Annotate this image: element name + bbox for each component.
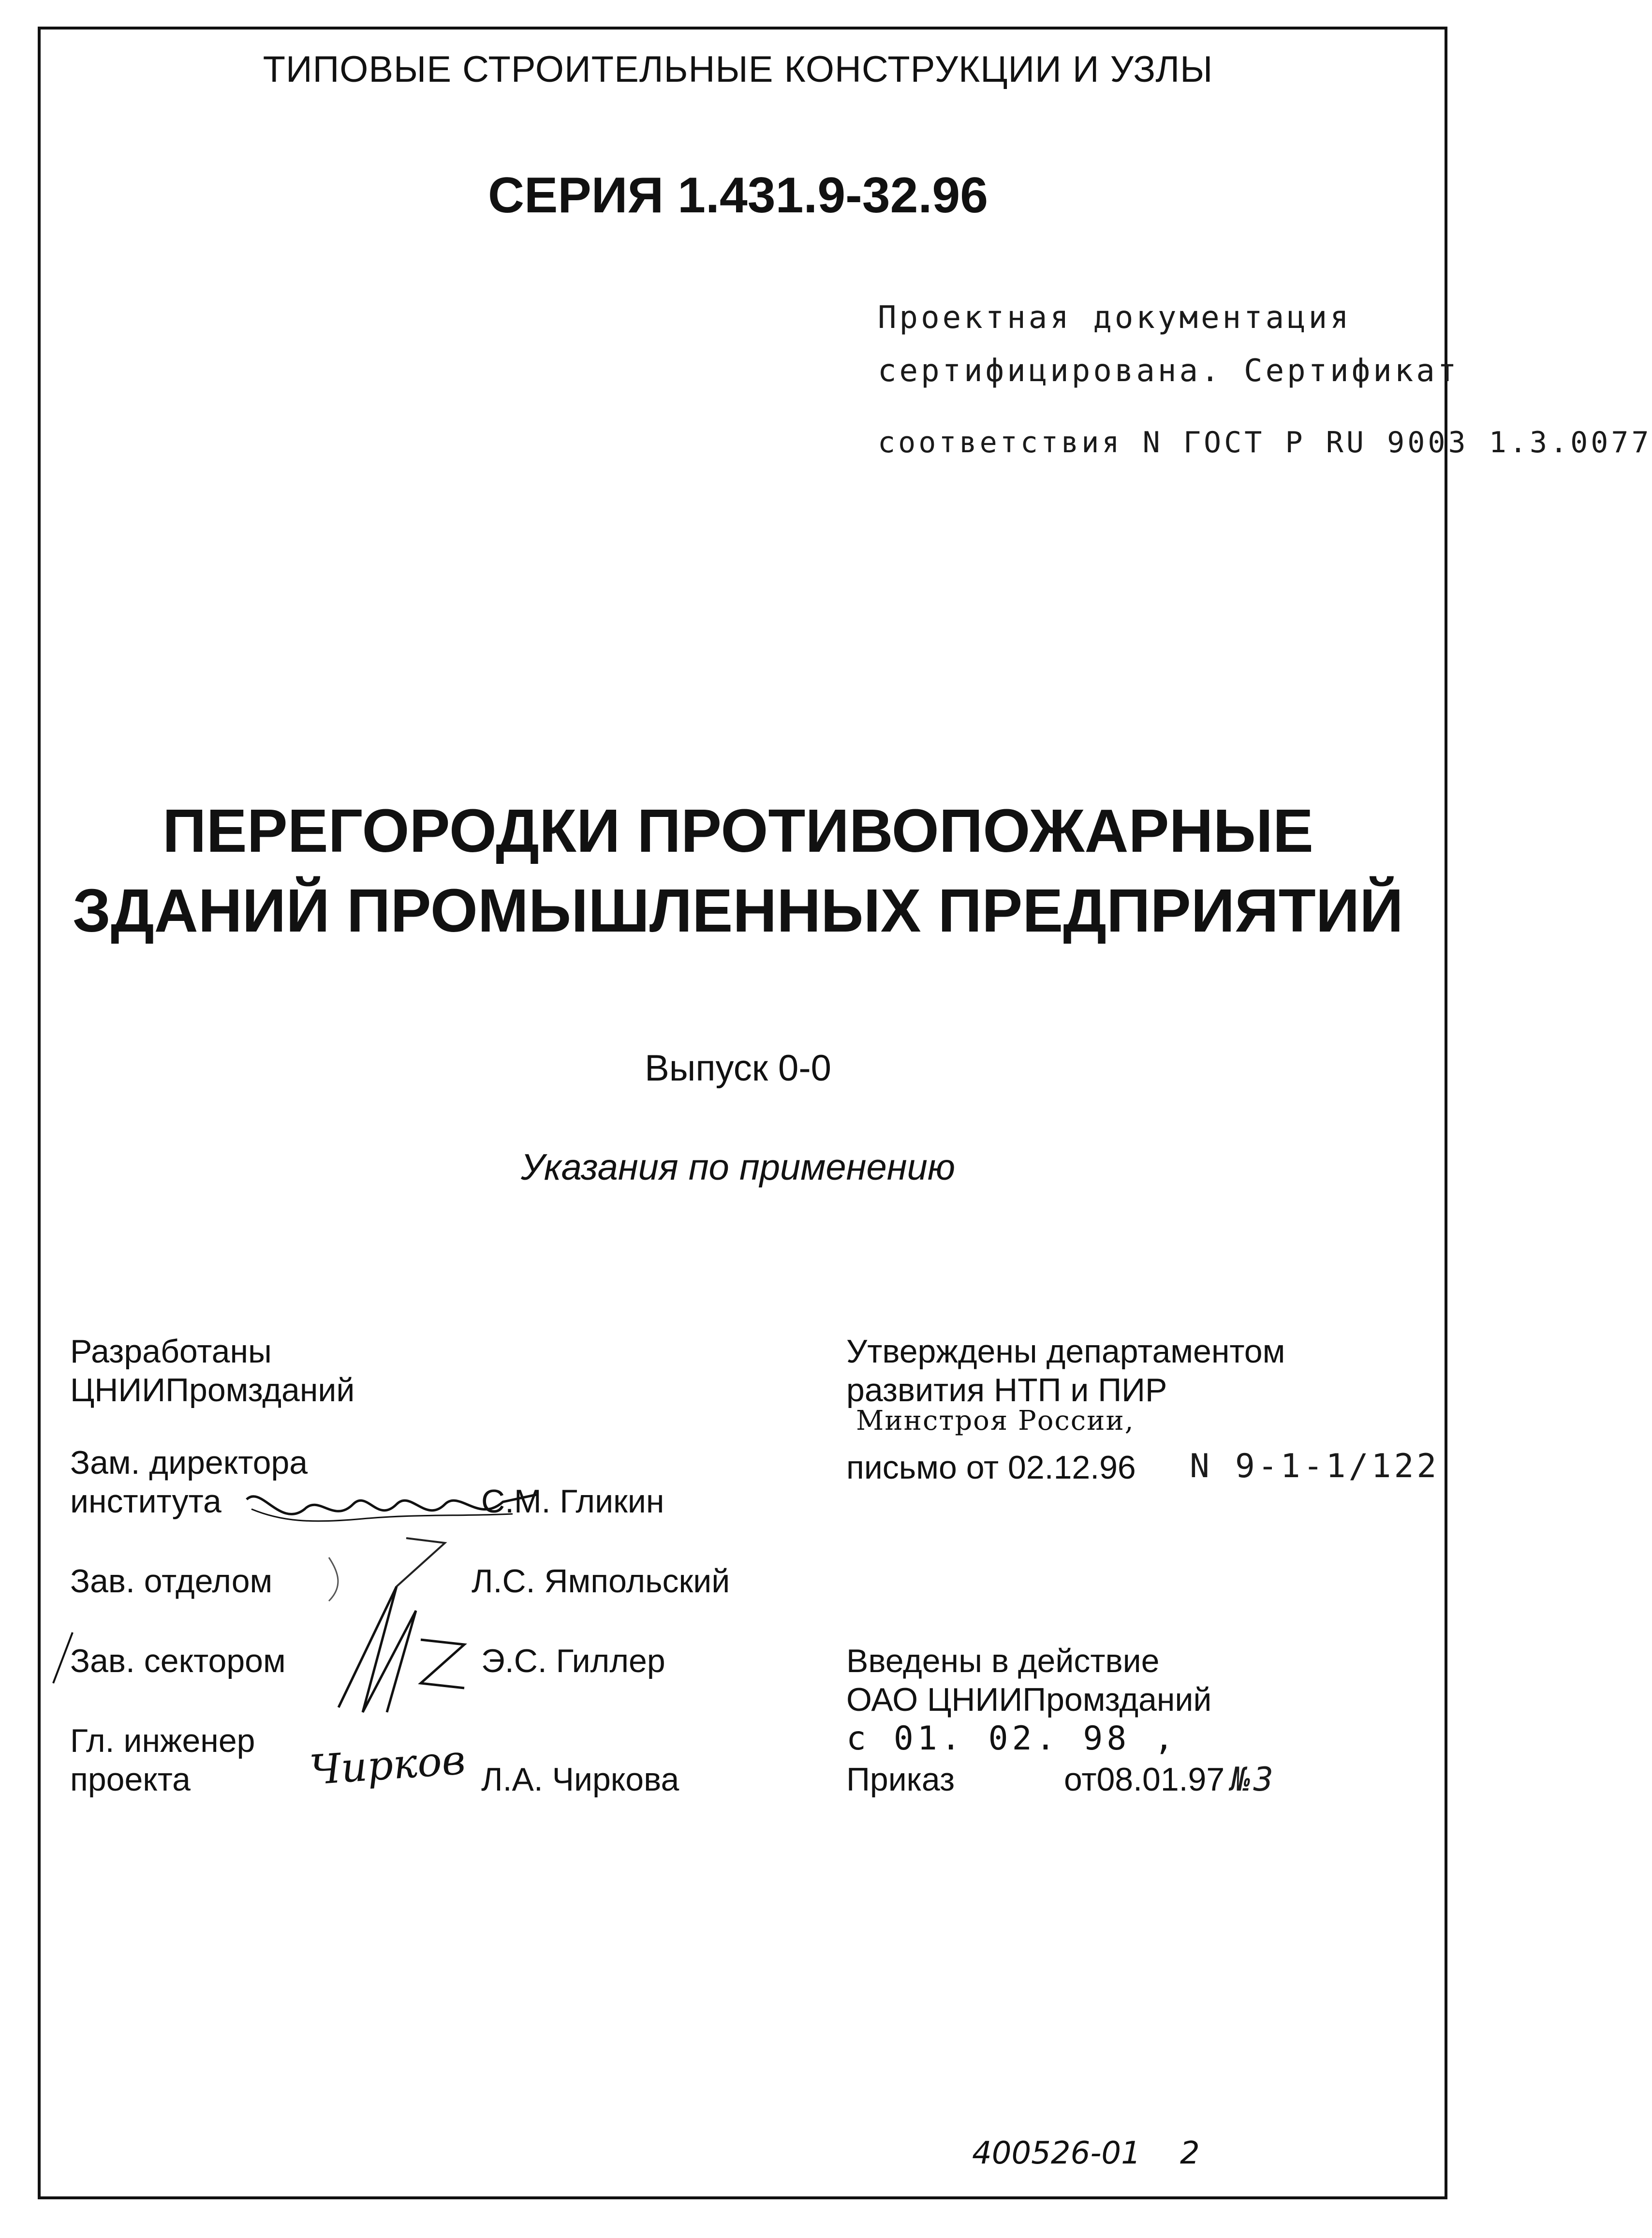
sector-head-name: Э.С. Гиллер [481,1643,665,1679]
certification-line-3: соответствия N ГОСТ Р RU 9003 1.3.0077 [878,426,1652,459]
page-frame [38,27,1447,2199]
certification-line-2: сертифицирована. Сертификат [878,353,1460,389]
approved-line-3: Минстроя России, [856,1405,1135,1437]
order-date: от08.01.97 [1064,1761,1225,1798]
chief-engineer-role: Гл. инженер [70,1722,255,1759]
deputy-director-role-2: института [70,1483,221,1520]
approved-line-1: Утверждены департаментом [846,1333,1285,1370]
department-head-role: Зав. отделом [70,1563,273,1600]
deputy-director-name: С.М. Гликин [481,1483,664,1520]
enacted-line-1: Введены в действие [846,1643,1160,1679]
document-title-line-2: ЗДАНИЙ ПРОМЫШЛЕННЫХ ПРЕДПРИЯТИЙ [73,876,1403,945]
order-number: №3 [1231,1761,1276,1799]
approval-letter-number: N 9-1-1/122 [1190,1447,1440,1485]
enacted-date: с 01. 02. 98 , [846,1719,1178,1758]
series-number: СЕРИЯ 1.431.9-32.96 [487,167,988,223]
series-header-title: ТИПОВЫЕ СТРОИТЕЛЬНЫЕ КОНСТРУКЦИИ И УЗЛЫ [263,49,1213,90]
sector-head-role: Зав. сектором [70,1643,286,1679]
page-number: 2 [1180,2135,1200,2171]
enacted-line-2: ОАО ЦНИИПромзданий [846,1681,1212,1718]
developed-label: Разработаны [70,1333,272,1370]
approved-line-2: развития НТП и ПИР [846,1372,1167,1408]
approval-letter-date: письмо от 02.12.96 [846,1449,1136,1486]
certification-line-1: Проектная документация [878,300,1352,336]
signature-department-sector [310,1528,474,1722]
inventory-code: 400526-01 [972,2135,1141,2171]
chief-engineer-name: Л.А. Чиркова [481,1761,679,1798]
document-subtitle: Указания по применению [520,1147,955,1188]
deputy-director-role: Зам. директора [70,1444,308,1481]
chief-engineer-role-2: проекта [70,1761,191,1798]
developed-org: ЦНИИПромзданий [70,1372,355,1408]
department-head-name: Л.С. Ямпольский [472,1563,730,1600]
order-label: Приказ [846,1761,955,1798]
margin-stroke [46,1630,80,1688]
signature-chief-engineer: Чирков [308,1735,467,1794]
document-title-line-1: ПЕРЕГОРОДКИ ПРОТИВОПОЖАРНЫЕ [162,797,1313,865]
issue-number: Выпуск 0-0 [645,1048,831,1089]
